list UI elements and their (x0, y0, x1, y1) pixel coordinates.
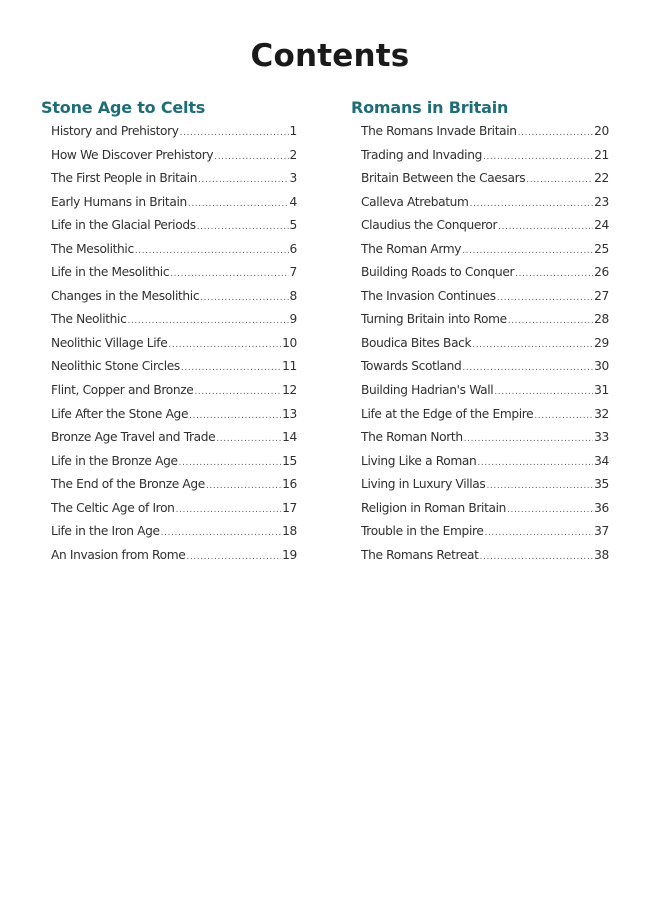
dot-leader (181, 357, 281, 381)
toc-entry[interactable] (41, 520, 297, 544)
toc-entry[interactable] (41, 426, 297, 450)
toc-entry-page-number: 16 (282, 477, 297, 492)
section-romans-in-britain (351, 96, 609, 567)
dot-leader (472, 334, 593, 358)
toc-entry-page-number: 30 (594, 359, 609, 374)
dot-leader (200, 287, 288, 311)
toc-entry-title: Trouble in the Empire (361, 524, 484, 539)
toc-entry-title: How We Discover Prehistory (51, 147, 214, 162)
toc-entry-title: Bronze Age Travel and Trade (51, 430, 216, 445)
toc-entry-title: Trading and Invading (361, 147, 482, 162)
toc-entry-page-number: 29 (594, 335, 609, 350)
toc-entry[interactable] (41, 544, 297, 568)
toc-entry[interactable] (41, 379, 297, 403)
toc-entry-title: Calleva Atrebatum (361, 194, 469, 209)
toc-entry[interactable] (41, 497, 297, 521)
toc-entry-page-number: 34 (594, 453, 609, 468)
dot-leader (194, 381, 281, 405)
dot-leader (486, 475, 593, 499)
dot-leader (180, 122, 289, 146)
toc-entry-title: Life in the Iron Age (51, 524, 160, 539)
toc-entry-page-number: 2 (289, 147, 297, 162)
toc-entry-page-number: 28 (594, 312, 609, 327)
toc-entry-title: Boudica Bites Back (361, 335, 472, 350)
toc-list (41, 120, 297, 567)
toc-entry-title: The Neolithic (51, 312, 127, 327)
toc-entry-page-number: 1 (289, 124, 297, 138)
toc-entry[interactable] (351, 285, 609, 309)
dot-leader (507, 499, 593, 523)
toc-list (351, 120, 609, 567)
toc-entry-page-number: 5 (289, 218, 297, 233)
section-stone-age-to-celts (41, 96, 297, 567)
toc-entry-title: Living Like a Roman (361, 453, 477, 468)
dot-leader (197, 216, 289, 240)
toc-entry-page-number: 35 (594, 477, 609, 492)
dot-leader (179, 452, 281, 476)
toc-entry[interactable] (351, 497, 609, 521)
toc-entry[interactable] (41, 403, 297, 427)
toc-entry-title: Neolithic Stone Circles (51, 359, 180, 374)
dot-leader (161, 522, 281, 546)
toc-entry-page-number: 11 (282, 359, 297, 374)
dot-leader (526, 169, 593, 193)
toc-entry-title: Life in the Glacial Periods (51, 218, 196, 233)
toc-entry-page-number: 4 (289, 194, 297, 209)
dot-leader (477, 452, 593, 476)
toc-entry-title: The Mesolithic (51, 241, 134, 256)
toc-entry-page-number: 27 (594, 288, 609, 303)
dot-leader (494, 381, 593, 405)
toc-entry-page-number: 15 (282, 453, 297, 468)
toc-entry[interactable] (41, 167, 297, 191)
dot-leader (216, 428, 281, 452)
toc-entry-title: Britain Between the Caesars (361, 171, 526, 186)
toc-entry-page-number: 23 (594, 194, 609, 209)
toc-entry-page-number: 9 (289, 312, 297, 327)
toc-entry-page-number: 25 (594, 241, 609, 256)
toc-entry[interactable] (41, 308, 297, 332)
section-header: Romans in Britain (351, 98, 509, 117)
toc-entry[interactable] (351, 167, 609, 191)
toc-entry[interactable] (41, 450, 297, 474)
toc-entry-title: Living in Luxury Villas (361, 477, 486, 492)
toc-entry-title: Neolithic Village Life (51, 335, 168, 350)
toc-entry[interactable] (351, 379, 609, 403)
toc-entry[interactable] (41, 120, 297, 144)
toc-entry-page-number: 33 (594, 430, 609, 445)
toc-entry-title: History and Prehistory (51, 124, 179, 138)
toc-entry-page-number: 24 (594, 218, 609, 233)
toc-entry-page-number: 8 (289, 288, 297, 303)
toc-entry[interactable] (351, 544, 609, 568)
dot-leader (470, 193, 594, 217)
toc-entry-title: The Roman North (361, 430, 463, 445)
toc-entry-title: The End of the Bronze Age (51, 477, 205, 492)
toc-entry-page-number: 17 (282, 500, 297, 515)
toc-entry[interactable] (41, 144, 297, 168)
dot-leader (170, 263, 288, 287)
toc-entry-title: The First People in Britain (51, 171, 198, 186)
toc-entry[interactable] (41, 191, 297, 215)
toc-entry-title: The Romans Retreat (361, 547, 479, 562)
toc-entry[interactable] (351, 473, 609, 497)
dot-leader (189, 405, 281, 429)
toc-entry-title: Life in the Bronze Age (51, 453, 178, 468)
dot-leader (480, 546, 593, 570)
toc-entry-page-number: 6 (289, 241, 297, 256)
toc-entry-title: The Roman Army (361, 241, 462, 256)
page-title: Contents (250, 38, 410, 74)
dot-leader (485, 522, 594, 546)
dot-leader (515, 263, 593, 287)
toc-entry-page-number: 37 (594, 524, 609, 539)
dot-leader (198, 169, 288, 193)
dot-leader (483, 146, 593, 170)
dot-leader (186, 546, 281, 570)
dot-leader (518, 122, 593, 146)
toc-entry[interactable] (41, 238, 297, 262)
toc-entry-title: Towards Scotland (361, 359, 462, 374)
toc-entry[interactable] (41, 214, 297, 238)
toc-entry-title: Building Roads to Conquer (361, 265, 515, 280)
toc-entry-page-number: 14 (282, 430, 297, 445)
dot-leader (188, 193, 289, 217)
toc-entry-title: Claudius the Conqueror (361, 218, 498, 233)
toc-entry[interactable] (351, 120, 609, 144)
dot-leader (214, 146, 288, 170)
dot-leader (464, 428, 593, 452)
toc-entry-title: An Invasion from Rome (51, 547, 186, 562)
toc-entry[interactable] (351, 403, 609, 427)
toc-entry-title: The Celtic Age of Iron (51, 500, 175, 515)
toc-entry-page-number: 7 (289, 265, 297, 280)
dot-leader (497, 287, 593, 311)
toc-entry-page-number: 18 (282, 524, 297, 539)
toc-entry[interactable] (41, 473, 297, 497)
toc-entry-page-number: 22 (594, 171, 609, 186)
toc-entry-title: Life at the Edge of the Empire (361, 406, 534, 421)
toc-entry[interactable] (351, 238, 609, 262)
toc-entry-page-number: 31 (594, 383, 609, 398)
dot-leader (176, 499, 282, 523)
toc-entry-page-number: 10 (282, 335, 297, 350)
toc-entry-page-number: 36 (594, 500, 609, 515)
dot-leader (127, 310, 288, 334)
toc-entry-page-number: 13 (282, 406, 297, 421)
dot-leader (462, 357, 593, 381)
toc-entry-page-number: 12 (282, 383, 297, 398)
toc-entry-title: Life After the Stone Age (51, 406, 189, 421)
toc-entry[interactable] (351, 308, 609, 332)
toc-entry-title: The Invasion Continues (361, 288, 496, 303)
toc-entry[interactable] (351, 214, 609, 238)
toc-entry-page-number: 38 (594, 547, 609, 562)
dot-leader (135, 240, 289, 264)
toc-entry[interactable] (41, 261, 297, 285)
dot-leader (206, 475, 281, 499)
toc-entry[interactable] (351, 355, 609, 379)
toc-entry[interactable] (41, 355, 297, 379)
toc-entry[interactable] (351, 261, 609, 285)
toc-entry[interactable] (351, 520, 609, 544)
dot-leader (462, 240, 593, 264)
dot-leader (508, 310, 593, 334)
toc-entry[interactable] (351, 191, 609, 215)
toc-entry[interactable] (41, 332, 297, 356)
toc-entry-page-number: 19 (282, 547, 297, 562)
toc-entry[interactable] (41, 285, 297, 309)
toc-entry-title: Life in the Mesolithic (51, 265, 170, 280)
toc-entry-page-number: 26 (594, 265, 609, 280)
toc-entry[interactable] (351, 144, 609, 168)
dot-leader (168, 334, 281, 358)
toc-entry-title: Flint, Copper and Bronze (51, 383, 194, 398)
dot-leader (498, 216, 593, 240)
dot-leader (534, 405, 593, 429)
toc-entry-page-number: 3 (289, 171, 297, 186)
toc-entry[interactable] (351, 450, 609, 474)
toc-entry-title: Building Hadrian's Wall (361, 383, 494, 398)
section-header: Stone Age to Celts (41, 98, 206, 117)
toc-entry-title: Early Humans in Britain (51, 194, 187, 209)
toc-entry[interactable] (351, 332, 609, 356)
toc-entry-title: Religion in Roman Britain (361, 500, 507, 515)
toc-entry-title: Changes in the Mesolithic (51, 288, 200, 303)
toc-entry-page-number: 21 (594, 147, 609, 162)
toc-entry-page-number: 32 (594, 406, 609, 421)
toc-entry-title: Turning Britain into Rome (361, 312, 507, 327)
toc-entry[interactable] (351, 426, 609, 450)
toc-entry-page-number: 20 (594, 124, 609, 138)
toc-entry-title: The Romans Invade Britain (361, 124, 517, 138)
